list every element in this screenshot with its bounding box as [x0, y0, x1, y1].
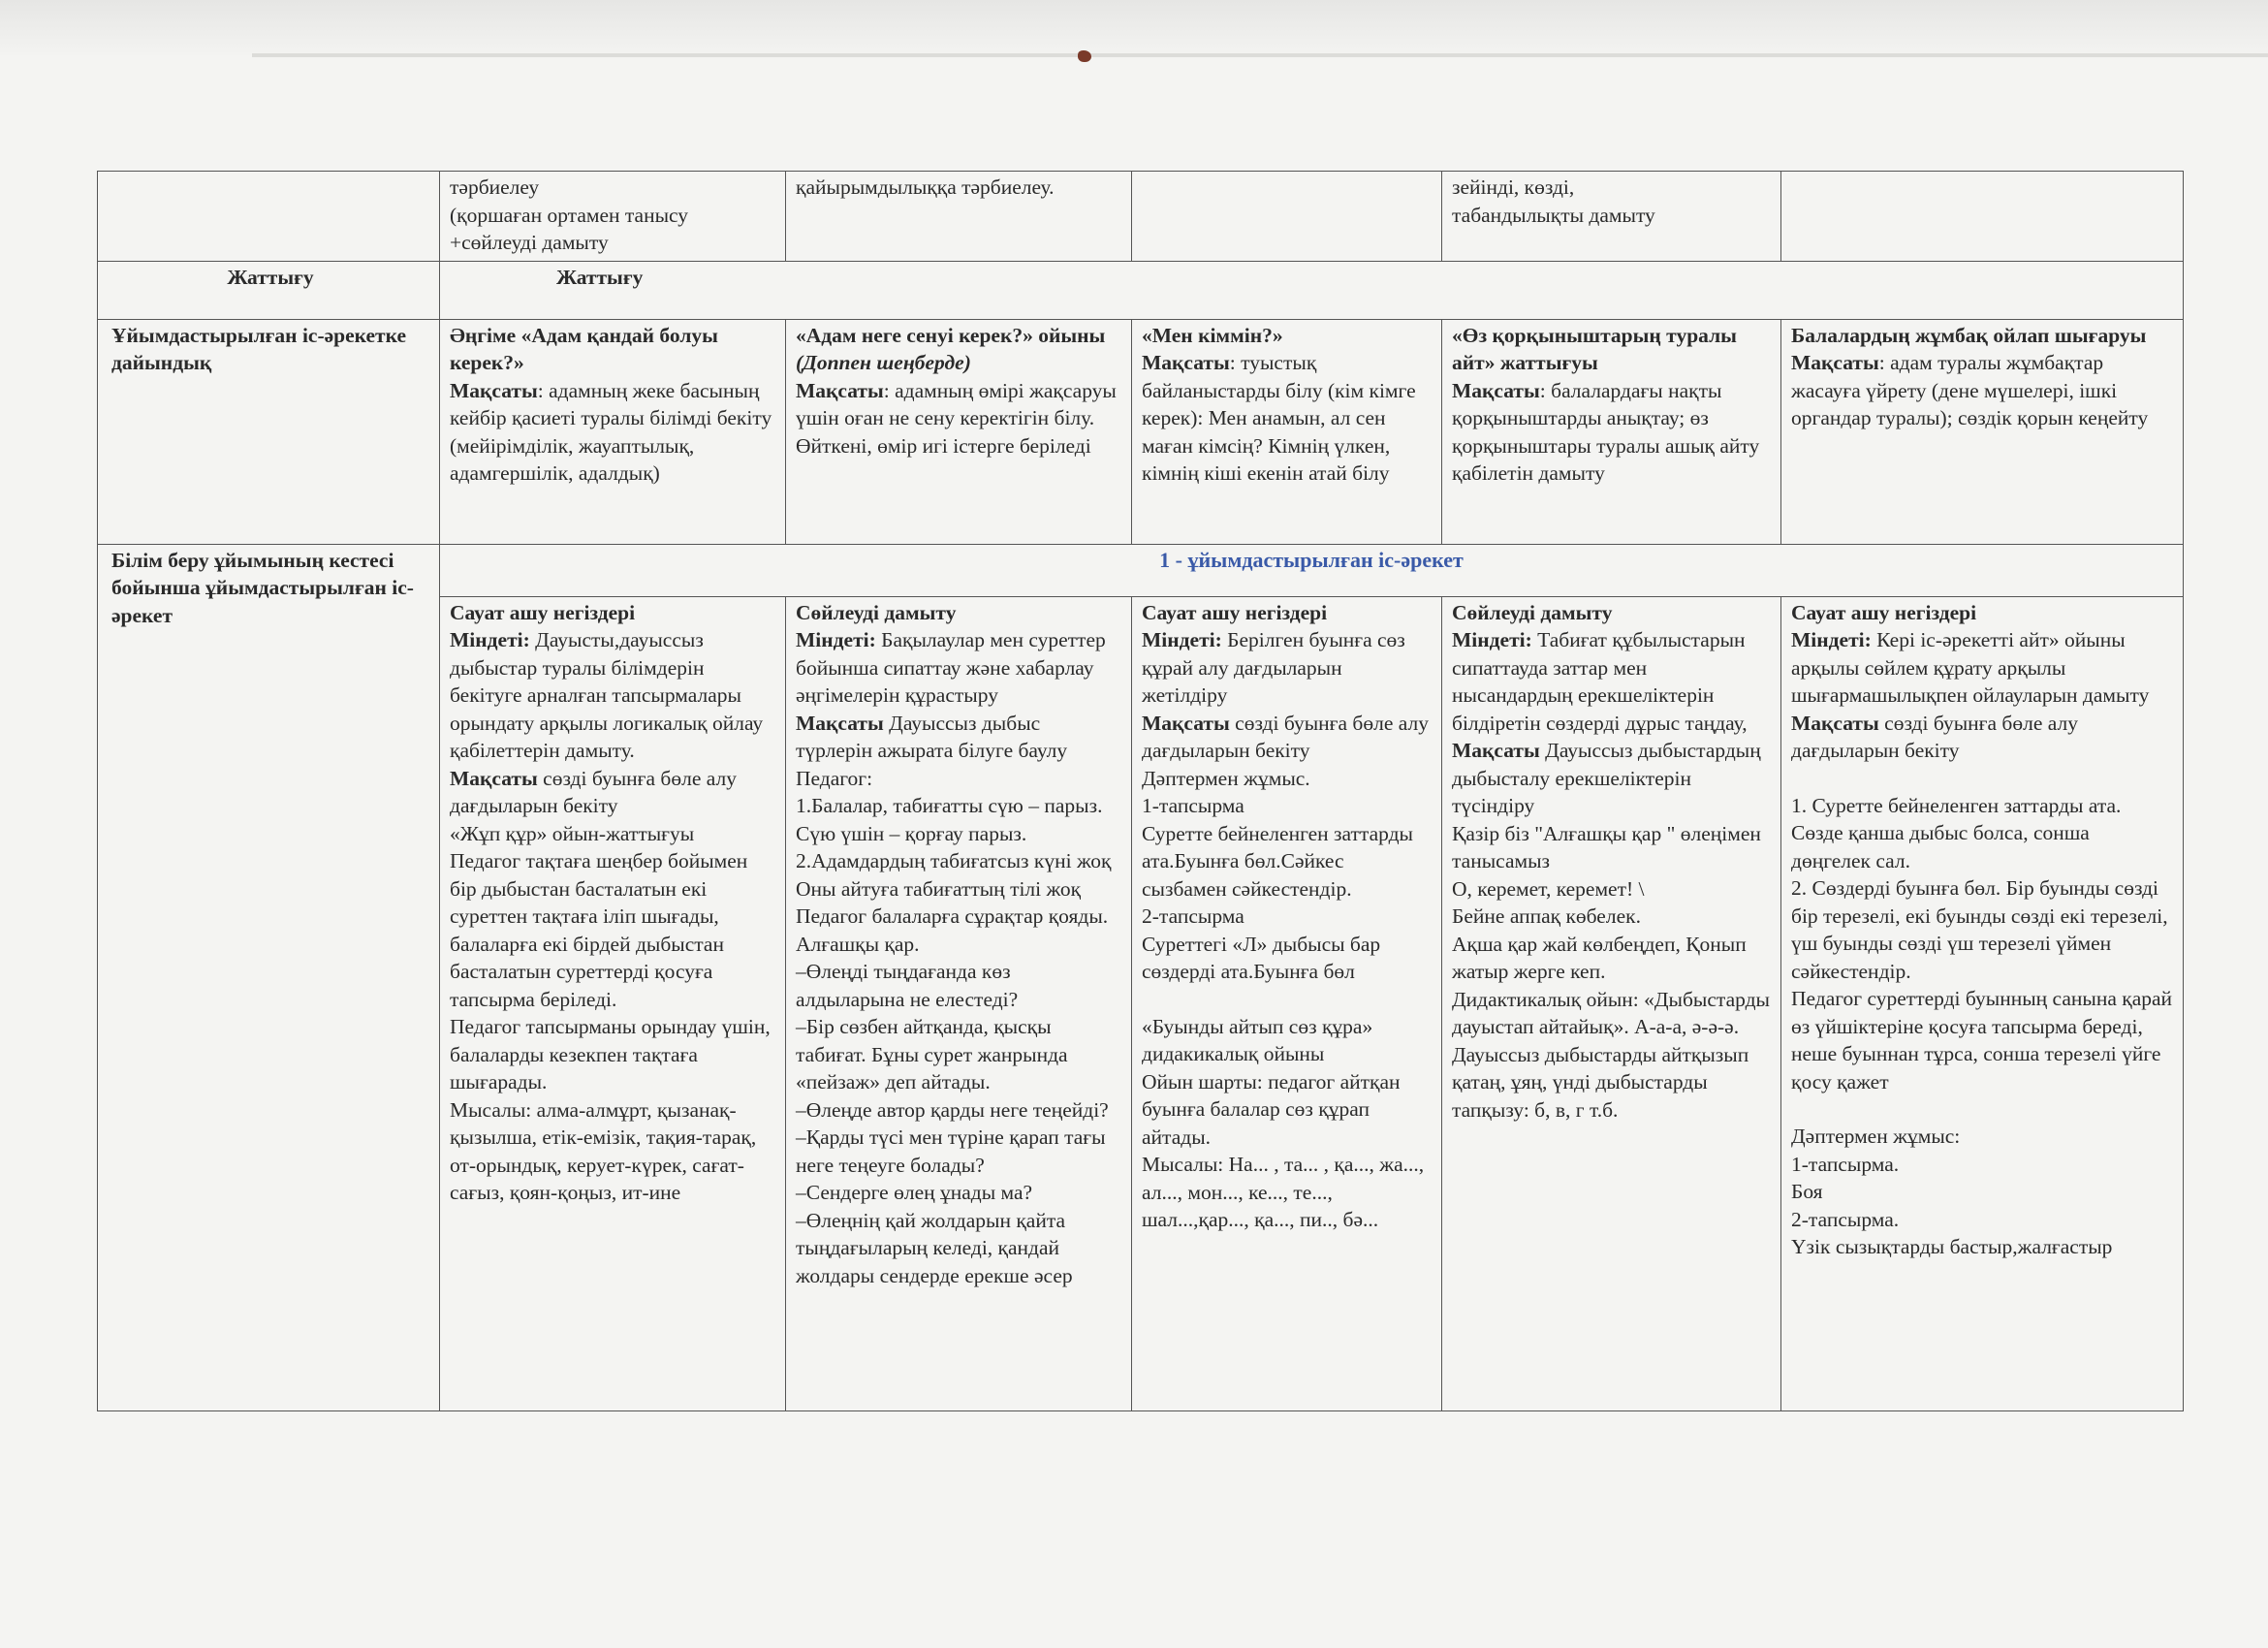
exercise-value: Жаттығу — [556, 265, 644, 289]
section-title: 1 - ұйымдастырылған іс-әрекет — [440, 544, 2184, 596]
task-text: Табиғат құбылыстарын сипаттауда заттар мен нысандардың ерекшеліктерін білдіретін сөздерді дұрыс таңдау, — [1452, 628, 1748, 735]
body-line: –Өлеңде автор қарды неге теңейді? — [796, 1097, 1109, 1122]
body-line: Педагог суреттерді буынның санына қарай өз үйшіктеріне қосуға тапсырма береді, — [1791, 987, 2173, 1038]
goal-block — [1791, 710, 2173, 765]
blank-line — [1142, 986, 1432, 1013]
task-label: Міндеті: — [796, 628, 876, 651]
goal-label: Мақсаты — [1142, 711, 1230, 735]
body-line: Педагог тапсырманы орындау үшін, балаларды кезекпен тақтаға шығарады. — [450, 1015, 771, 1093]
schedule-label: Білім беру ұйымының кестесі бойынша ұйымдастырылған іс-әрекет — [98, 544, 440, 1410]
prep-title: Әңгіме «Адам қандай болуы керек?» — [450, 323, 718, 374]
goal-block — [796, 710, 1121, 765]
row-preparation — [98, 319, 2184, 544]
goal-text: : туыстық байланыстарды білу (кім кімге керек): Мен анамын, ал сен маған кімсің? Кімнің үлкен, кімнің кіші екенін атай білу — [1142, 351, 1416, 485]
goal-label: Мақсаты — [1791, 351, 1879, 374]
body-line: Мысалы: алма-алмұрт, қызанақ-қызылша, етік-емізік, тақия-тарақ, от-орындық, керует-күрек, сағат-сағыз, қоян-қоңыз, ит-ине — [450, 1097, 757, 1204]
body-line: 2-тапсырма. — [1791, 1207, 1900, 1231]
goal-block — [450, 765, 775, 820]
goal-label: Мақсаты — [1791, 711, 1879, 735]
body-line: Дәптермен жұмыс. — [1142, 766, 1310, 790]
scan-top-shadow — [0, 0, 2268, 58]
goal-text: сөзді буынға бөле алу дағдыларын бекіту — [1791, 711, 2078, 762]
lesson-cell — [1132, 596, 1442, 1410]
goal-text: : балалардағы нақты қорқыныштарды анықтау; өз қорқыныштары туралы ашық айту қабілетін дамыту — [1452, 378, 1760, 485]
row-top-cell-3 — [1132, 172, 1442, 262]
text-line: тәрбиелеу — [450, 175, 540, 199]
lesson-title: Сауат ашу негіздері — [450, 600, 636, 624]
goal-text: : адамның жеке басының кейбір қасиеті туралы білімді бекіту (мейірімділік, жауаптылық, адамгершілік, адалдық) — [450, 378, 772, 485]
prep-title: «Өз қорқыныштарың туралы айт» жаттығуы — [1452, 323, 1737, 374]
body-line: неше буыннан тұрса, сонша терезелі үйге қосу қажет — [1791, 1042, 2161, 1093]
body-line: 1-тапсырма. — [1791, 1152, 1900, 1176]
row-top-cell-5 — [1781, 172, 2184, 262]
task-text: Бақылаулар мен суреттер бойынша сипаттау және хабарлау әңгімелерін құрастыру — [796, 628, 1106, 707]
task-text: Кері іс-әрекетті айт» ойыны арқылы сөйлем құрату арқылы шығармашылықпен ойлауларын дамыту — [1791, 628, 2150, 707]
row-top-cell-2 — [786, 172, 1132, 262]
task-block — [450, 626, 775, 765]
lesson-title: Сауат ашу негіздері — [1791, 600, 1977, 624]
body-line: Ақша қар жай көлбеңдеп, Қонып жатыр жерге кеп. — [1452, 932, 1747, 983]
prep-subtitle: (Доппен шеңберде) — [796, 351, 971, 374]
row-top-continuation — [98, 172, 2184, 262]
lesson-cell — [440, 596, 786, 1410]
body-line: –Өлеңнің қай жолдарын қайта тыңдағыларың келеді, қандай жолдары сендерде ерекше әсер — [796, 1208, 1073, 1287]
body-line: Боя — [1791, 1180, 1823, 1203]
row-top-cell-1 — [440, 172, 786, 262]
lesson-plan-table — [97, 171, 2184, 1411]
body-line: 2. Сөздерді буынға бөл. Бір буынды сөзді бір терезелі, екі буынды сөзді екі терезелі, үш буынды сөзді үш терезелі үймен сәйкестендір. — [1791, 876, 2168, 983]
prep-title: Балалардың жұмбақ ойлап шығаруы — [1791, 323, 2147, 347]
task-label: Міндеті: — [1142, 628, 1222, 651]
goal-label: Мақсаты — [796, 711, 884, 735]
text-line: табандылықты дамыту — [1452, 203, 1655, 227]
row-top-label — [98, 172, 440, 262]
task-label: Міндеті: — [1452, 628, 1532, 651]
body-line: 1. Суретте бейнеленген заттарды ата. Сөзде қанша дыбыс болса, сонша дөңгелек сал. — [1791, 793, 2122, 872]
lesson-title: Сауат ашу негіздері — [1142, 600, 1328, 624]
goal-text: : адамның өмірі жақсаруы үшін оған не сену керектігін білу. Өйткені, өмір игі істерге беріледі — [796, 378, 1117, 458]
exercise-value-cell — [440, 261, 2184, 319]
text-line: +сөйлеуді дамыту — [450, 231, 609, 254]
goal-label: Мақсаты — [450, 766, 538, 790]
goal-block — [1142, 710, 1432, 765]
body-line: Суретте бейнеленген заттарды ата.Буынға бөл.Сәйкес сызбамен сәйкестендір. — [1142, 821, 1413, 901]
scan-speck — [1078, 50, 1091, 62]
row-top-cell-4 — [1442, 172, 1781, 262]
goal-block — [1452, 737, 1771, 820]
text-line: зейінді, көзді, — [1452, 175, 1575, 199]
task-block — [1791, 626, 2173, 710]
blank-line — [1791, 765, 2173, 792]
goal-label: Мақсаты — [450, 378, 538, 402]
exercise-label: Жаттығу — [98, 261, 440, 319]
goal-text: сөзді буынға бөле алу дағдыларын бекіту — [450, 766, 737, 817]
blank-line — [1791, 1095, 2173, 1123]
body-line: 2.Адамдардың табиғатсыз күні жоқ Оны айтуға табиғаттың тілі жоқ — [796, 849, 1112, 901]
task-block — [1142, 626, 1432, 710]
body-line: Мысалы: На... , та... , қа..., жа..., ал..., мон..., ке..., те..., шал...,қар..., қа..., пи.., бә... — [1142, 1153, 1425, 1231]
lesson-cell — [1442, 596, 1781, 1410]
prep-cell — [1132, 319, 1442, 544]
body-line: Дәптермен жұмыс: — [1791, 1125, 1961, 1148]
goal-text: : адам туралы жұмбақтар жасауға үйрету (дене мүшелері, ішкі органдар туралы); сөздік қорын кеңейту — [1791, 351, 2149, 429]
body-line: Дауыссыз дыбыстарды айтқызып қатаң, ұяң, үнді дыбыстарды тапқызу: б, в, г т.б. — [1452, 1042, 1749, 1122]
body-line: Үзік сызықтарды бастыр,жалғастыр — [1791, 1235, 2113, 1258]
lesson-title: Сөйлеуді дамыту — [796, 600, 957, 624]
body-line: Педагог: — [796, 766, 873, 790]
body-line: Дидактикалық ойын: «Дыбыстарды дауыстап айтайық». А-а-а, ә-ә-ә. — [1452, 987, 1770, 1038]
task-block — [796, 626, 1121, 710]
goal-label: Мақсаты — [1142, 351, 1230, 374]
body-line: Қазір біз "Алғашқы қар " өлеңімен танысамыз — [1452, 821, 1761, 872]
body-line: О, керемет, керемет! \ — [1452, 876, 1645, 901]
lesson-title: Сөйлеуді дамыту — [1452, 600, 1613, 624]
goal-text: Дауыссыз дыбыстардың дыбысталу ерекшеліктерін түсіндіру — [1452, 739, 1761, 817]
prep-cell — [440, 319, 786, 544]
lesson-cell — [786, 596, 1132, 1410]
goal-label: Мақсаты — [1452, 378, 1540, 402]
body-line: «Жұп құр» ойын-жаттығуы — [450, 821, 695, 845]
lesson-cell — [1781, 596, 2184, 1410]
body-line: –Сендерге өлең ұнады ма? — [796, 1181, 1033, 1204]
preparation-label: Ұйымдастырылған іс-әрекетке дайындық — [98, 319, 440, 544]
body-line: –Өлеңді тыңдағанда көз алдыларына не елестеді? — [796, 960, 1019, 1011]
body-line: 2-тапсырма — [1142, 904, 1244, 928]
task-text: Дауысты,дауыссыз дыбыстар туралы білімдерін бекітуге арналған тапсырмалары орындату арқылы логикалық ойлау қабілеттерін дамыту. — [450, 628, 764, 762]
text-line: (қоршаған ортамен танысу — [450, 203, 689, 227]
prep-cell — [1442, 319, 1781, 544]
task-label: Міндеті: — [450, 628, 530, 651]
body-line: Педагог тақтаға шеңбер бойымен бір дыбыстан басталатын екі суреттен тақтаға іліп шығады, балаларға екі бірдей дыбыстан басталатын суреттерді қосуға тапсырма беріледі. — [450, 849, 748, 1011]
prep-cell — [1781, 319, 2184, 544]
text-line: қайырымдылыққа тәрбиелеу. — [796, 175, 1055, 199]
prep-title: «Адам неге сенуі керек?» ойыны — [796, 323, 1106, 347]
goal-text: сөзді буынға бөле алу дағдыларын бекіту — [1142, 711, 1429, 762]
paper-edge — [252, 53, 2268, 57]
body-line: 1-тапсырма — [1142, 794, 1244, 817]
row-exercise — [98, 261, 2184, 319]
body-line: –Қарды түсі мен түріне қарап тағы неге теңеуге болады? — [796, 1125, 1106, 1177]
goal-label: Мақсаты — [1452, 739, 1540, 762]
body-line: Бейне аппақ көбелек. — [1452, 904, 1641, 928]
row-schedule-header — [98, 544, 2184, 596]
body-line: «Буынды айтып сөз құра» дидакикалық ойыны — [1142, 1014, 1373, 1065]
body-line: –Бір сөзбен айтқанда, қысқы табиғат. Бұны сурет жанрында «пейзаж» деп айтады. — [796, 1015, 1068, 1093]
body-line: Ойын шарты: педагог айтқан буынға балалар сөз құрап айтады. — [1142, 1069, 1401, 1149]
body-line: Суреттегі «Л» дыбысы бар сөздерді ата.Буынға бөл — [1142, 932, 1381, 983]
task-label: Міндеті: — [1791, 628, 1872, 651]
body-line: 1.Балалар, табиғатты сүю – парыз. Сүю үшін – қорғау парыз. — [796, 794, 1103, 845]
task-text: Берілген буынға сөз құрай алу дағдыларын жетілдіру — [1142, 628, 1405, 707]
prep-title: «Мен кіммін?» — [1142, 323, 1283, 347]
prep-cell — [786, 319, 1132, 544]
task-block — [1452, 626, 1771, 737]
goal-text: Дауыссыз дыбыс түрлерін ажырата білуге баулу — [796, 711, 1068, 762]
goal-label: Мақсаты — [796, 378, 884, 402]
body-line: Педагог балаларға сұрақтар қояды. Алғашқы қар. — [796, 904, 1109, 956]
